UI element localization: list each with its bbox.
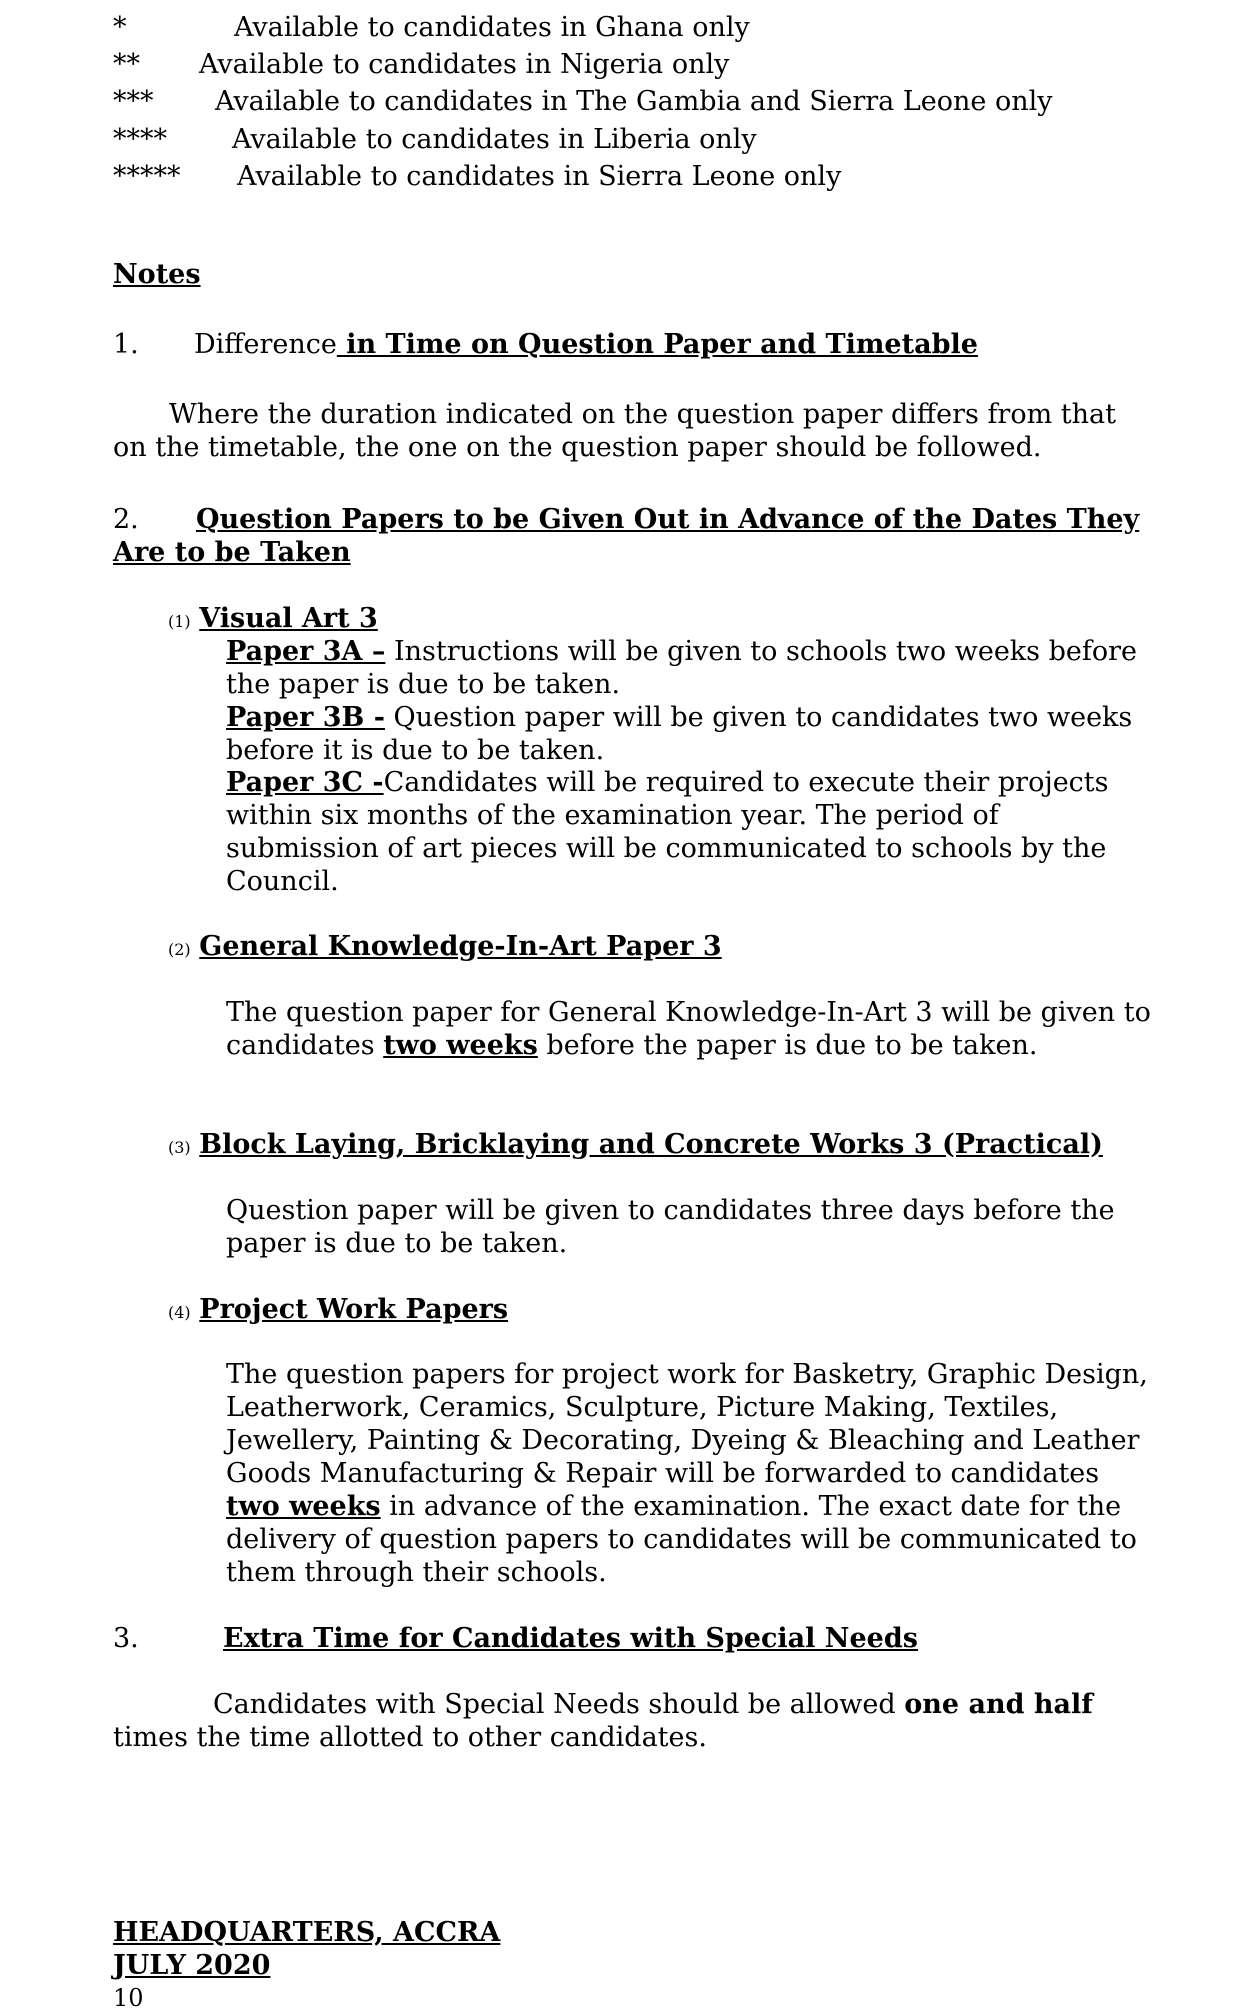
item2-text-before: The question paper for General Knowledge-In-Art 3 will be given to candidates (226, 997, 1151, 1061)
footnote-text: Available to candidates in The Gambia and Sierra Leone only (215, 86, 1053, 117)
item4-title: Project Work Papers (199, 1294, 509, 1325)
item1-header (168, 602, 378, 638)
item1-title: Visual Art 3 (199, 603, 378, 634)
item2-emphasis: two weeks (383, 1030, 538, 1061)
note1-number: 1. (113, 329, 139, 360)
item2-header (168, 930, 722, 966)
footnote-row (113, 11, 750, 44)
footnote-row (113, 123, 757, 156)
note1-heading-underlined: in Time on Question Paper and Timetable (336, 329, 978, 360)
footnote-marker: ** (113, 49, 140, 80)
note3-emphasis: one and half (904, 1689, 1093, 1720)
paper3a-label: Paper 3A – (226, 636, 386, 667)
item1-paper3b (226, 701, 1156, 767)
footnote-row (113, 48, 730, 81)
note3-heading: Extra Time for Candidates with Special Needs (223, 1623, 918, 1654)
note3-text-after: times the time allotted to other candidates. (113, 1722, 707, 1753)
item2-body (226, 996, 1156, 1062)
paper3c-label: Paper 3C - (226, 767, 384, 798)
item3-title: Block Laying, Bricklaying and Concrete Works 3 (Practical) (199, 1129, 1103, 1160)
item1-number: (1) (168, 612, 191, 631)
item4-body (226, 1358, 1156, 1589)
item4-header (168, 1293, 508, 1329)
item3-number: (3) (168, 1138, 191, 1157)
footnote-row (113, 85, 1053, 118)
note1-heading-plain: Difference (194, 329, 337, 360)
item4-number: (4) (168, 1303, 191, 1322)
footnote-text: Available to candidates in Sierra Leone only (237, 161, 842, 192)
footnote-text: Available to candidates in Ghana only (234, 12, 750, 43)
note2-number: 2. (113, 504, 139, 535)
paper3c-text: Candidates will be required to execute their projects within six months of the examination year. The period of submission of art pieces will be communicated to schools by the Council. (226, 767, 1109, 897)
item3-header (168, 1128, 1103, 1164)
page-number: 10 (113, 1984, 144, 2012)
item4-text-before: The question papers for project work for Basketry, Graphic Design, Leatherwork, Ceramics, Sculpture, Picture Making, Textiles, Jewellery, Painting & Decorating, Dyeing & Bleaching and Leather Goods Manufacturing & Repair will be forwarded to candidates (226, 1359, 1148, 1489)
footnote-marker: ***** (113, 161, 181, 192)
note1-heading (194, 328, 978, 361)
item2-title: General Knowledge-In-Art Paper 3 (199, 931, 722, 962)
footnote-text: Available to candidates in Liberia only (232, 124, 757, 155)
item4-text-after: in advance of the examination. The exact date for the delivery of question papers to candidates will be communicated to them through their schools. (226, 1491, 1137, 1588)
footnote-marker: * (113, 12, 127, 43)
note2-heading-line2: Are to be Taken (113, 537, 351, 568)
note3-text-before: Candidates with Special Needs should be allowed (213, 1689, 905, 1720)
footnote-row (113, 160, 842, 193)
item2-number: (2) (168, 940, 191, 959)
footer-date: JULY 2020 (113, 1950, 271, 1981)
item4-emphasis: two weeks (226, 1491, 381, 1522)
item1-paper3c (226, 766, 1156, 898)
item3-body: Question paper will be given to candidates three days before the paper is due to be taken. (226, 1195, 1115, 1259)
footnote-marker: *** (113, 86, 154, 117)
footer-place: HEADQUARTERS, ACCRA (113, 1917, 501, 1948)
footnote-marker: **** (113, 124, 167, 155)
note1-body: Where the duration indicated on the question paper differs from that on the timetable, the one on the question paper should be followed. (113, 399, 1116, 463)
paper3b-label: Paper 3B - (226, 702, 385, 733)
item1-paper3a (226, 635, 1156, 701)
paper3b-text: Question paper will be given to candidates two weeks before it is due to be taken. (226, 702, 1133, 766)
notes-heading: Notes (113, 259, 201, 290)
footnote-text: Available to candidates in Nigeria only (199, 49, 730, 80)
note3-body (113, 1688, 1143, 1754)
paper3a-text: Instructions will be given to schools two weeks before the paper is due to be taken. (226, 636, 1137, 700)
note2-heading-line1: Question Papers to be Given Out in Advance of the Dates They (196, 504, 1140, 535)
note3-number: 3. (113, 1623, 139, 1654)
item2-text-after: before the paper is due to be taken. (537, 1030, 1038, 1061)
